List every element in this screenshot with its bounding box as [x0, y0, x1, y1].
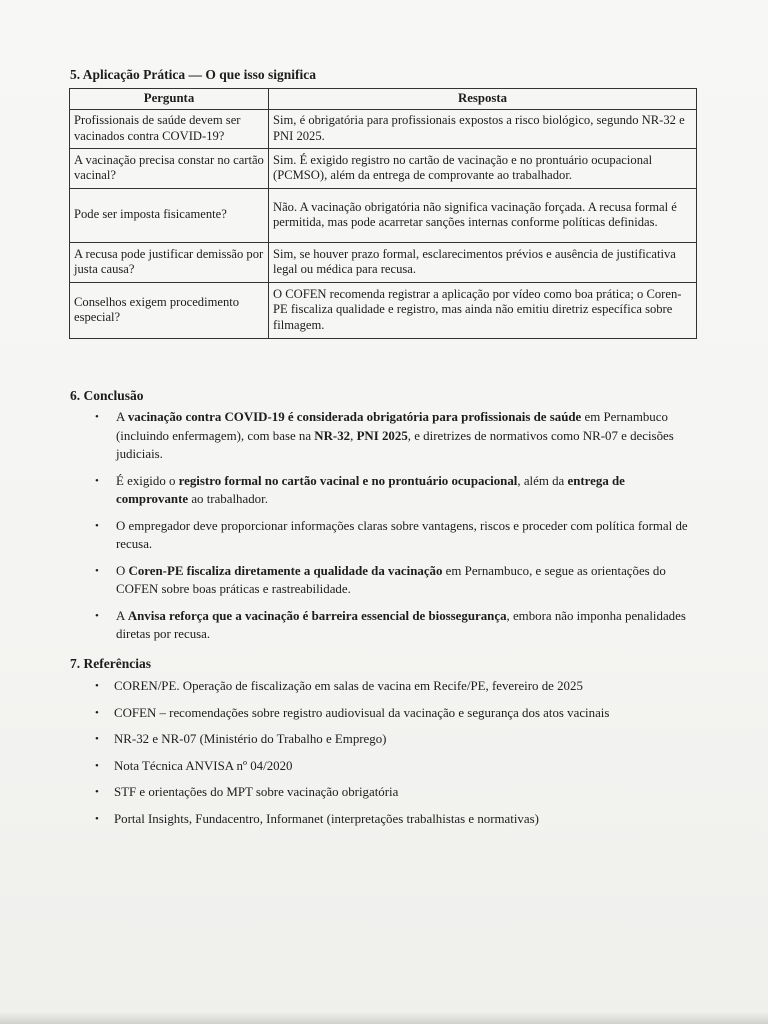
section-5-title: 5. Aplicação Prática — O que isso significa: [70, 67, 316, 82]
reference-text: COREN/PE. Operação de fiscalização em salas de vacina em Recife/PE, fevereiro de 2025: [114, 679, 583, 693]
text-segment: , além da: [517, 473, 568, 488]
bold-segment: registro formal no cartão vacinal e no prontuário ocupacional: [178, 473, 518, 488]
bold-segment: NR-32: [314, 428, 351, 443]
reference-item: [95, 730, 695, 748]
bullet-icon: •: [95, 759, 99, 772]
reference-text: COFEN – recomendações sobre registro audiovisual da vacinação e segurança dos atos vacinais: [114, 705, 610, 720]
bold-segment: entrega de comprovante: [116, 473, 625, 506]
text-segment: ao trabalhador.: [188, 492, 268, 506]
reference-text: Nota Técnica ANVISA nº 04/2020: [114, 758, 293, 773]
conclusion-list: [95, 408, 695, 652]
bullet-icon: •: [95, 564, 99, 577]
bullet-icon: •: [95, 733, 99, 745]
bullet-icon: •: [95, 680, 99, 692]
answer-cell: O COFEN recomenda registrar a aplicação por vídeo como boa prática; o Coren-PE fiscaliza qualidade e registro, mas ainda não emitiu diretriz específica sobre filmagem.: [269, 282, 697, 338]
page-edge-shadow: [0, 1012, 768, 1024]
reference-text: STF e orientações do MPT sobre vacinação obrigatória: [114, 785, 399, 799]
bullet-icon: •: [95, 786, 99, 798]
text-segment: em Pernambuco (incluindo enfermagem), com base na: [116, 410, 668, 443]
list-item: [95, 562, 695, 599]
text-segment: em Pernambuco, e segue as orientações do COFEN sobre boas práticas e rastreabilidade.: [116, 563, 666, 596]
text-segment: É exigido o: [116, 473, 179, 488]
answer-cell: Sim. É exigido registro no cartão de vacinação e no prontuário ocupacional (PCMSO), além da entrega de comprovante ao trabalhador.: [269, 148, 697, 188]
question-cell: Pode ser imposta fisicamente?: [70, 188, 269, 242]
question-cell: Conselhos exigem procedimento especial?: [70, 282, 269, 338]
bold-segment: Anvisa reforça que a vacinação é barreira essencial de biossegurança: [127, 608, 507, 623]
question-cell: Profissionais de saúde devem ser vacinados contra COVID-19?: [70, 109, 269, 148]
bold-segment: PNI 2025: [356, 428, 408, 443]
bold-segment: vacinação contra COVID-19 é considerada obrigatória para profissionais de saúde: [127, 410, 582, 424]
text-segment: , e diretrizes de normativos como NR-07 e decisões judiciais.: [116, 428, 674, 461]
list-item: [95, 408, 695, 464]
list-item: [95, 607, 695, 644]
bullet-icon: •: [95, 706, 99, 719]
bold-segment: Coren-PE fiscaliza diretamente a qualidade da vacinação: [128, 563, 443, 578]
answer-cell: Sim, se houver prazo formal, esclarecimentos prévios e ausência de justificativa legal ou médica para recusa.: [269, 242, 697, 282]
bullet-icon: •: [95, 411, 99, 423]
qa-table: [69, 88, 697, 339]
text-segment: ,: [350, 428, 357, 443]
table-header-row: [70, 89, 697, 110]
list-item: [95, 517, 695, 554]
reference-item: [95, 677, 695, 695]
question-cell: A recusa pode justificar demissão por justa causa?: [70, 242, 269, 282]
reference-item: [95, 704, 695, 722]
text-segment: A: [116, 608, 128, 623]
reference-item: [95, 810, 695, 828]
table-row: [70, 109, 697, 148]
text-segment: O: [116, 563, 129, 578]
table-row: [70, 148, 697, 188]
reference-text: NR-32 e NR-07 (Ministério do Trabalho e Emprego): [114, 732, 387, 746]
table-row: [70, 242, 697, 282]
list-item: [95, 472, 695, 509]
section-7-title: 7. Referências: [70, 656, 151, 671]
column-header-pergunta: Pergunta: [70, 89, 269, 110]
table-row: [70, 282, 697, 338]
bullet-icon: •: [95, 609, 99, 622]
reference-text: Portal Insights, Fundacentro, Informanet (interpretações trabalhistas e normativas): [114, 811, 539, 826]
answer-cell: Sim, é obrigatória para profissionais expostos a risco biológico, segundo NR-32 e PNI 2025.: [269, 109, 697, 148]
reference-item: [95, 783, 695, 801]
table-row: [70, 188, 697, 242]
column-header-resposta: Resposta: [269, 89, 697, 110]
text-segment: O empregador deve proporcionar informações claras sobre vantagens, riscos e proceder com política formal de recusa.: [116, 518, 688, 551]
answer-cell: Não. A vacinação obrigatória não significa vacinação forçada. A recusa formal é permitida, mas pode acarretar sanções internas conforme políticas definidas.: [269, 188, 697, 242]
bullet-icon: •: [95, 812, 99, 825]
section-6-title: 6. Conclusão: [70, 388, 144, 403]
bullet-icon: •: [95, 474, 99, 487]
reference-item: [95, 757, 695, 775]
references-list: [95, 677, 695, 836]
text-segment: A: [116, 410, 128, 424]
question-cell: A vacinação precisa constar no cartão vacinal?: [70, 148, 269, 188]
text-segment: , embora não imponha penalidades diretas por recusa.: [116, 608, 686, 641]
bullet-icon: •: [95, 519, 99, 532]
